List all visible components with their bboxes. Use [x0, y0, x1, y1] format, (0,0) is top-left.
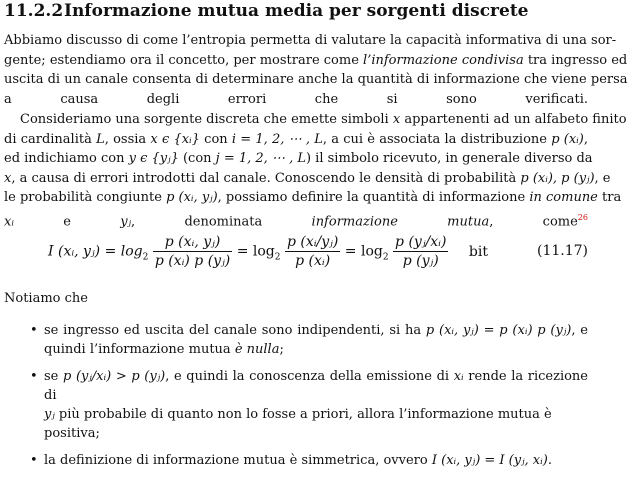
- bullet-icon: •: [30, 453, 38, 468]
- math-inline: p (xᵢ, yⱼ): [166, 190, 218, 206]
- text-line: se p (yⱼ/xᵢ) > p (yⱼ), e quindi la conoscenza della emissione di xᵢ rende la ricezione di: [44, 369, 588, 403]
- equation-lhs: I (xᵢ, yⱼ) = log: [48, 243, 143, 260]
- math-inline: xᵢ: [453, 369, 464, 384]
- math-inline: yⱼ: [44, 407, 55, 422]
- text-line: uscita di un canale consenta di determinare anche la quantità di informazione che viene persa: [4, 72, 628, 88]
- text-line: xᵢ e yⱼ, denominata informazione mutua, come$^{26}$: [4, 212, 588, 230]
- emphasis: è nulla: [234, 342, 280, 357]
- fraction-denominator: p (yⱼ): [393, 251, 448, 269]
- text-line: a causa degli errori che si sono verificati.: [4, 91, 588, 107]
- equation-body: [48, 234, 488, 269]
- bullet-list: [30, 321, 588, 478]
- math-inline: p (yⱼ/xᵢ) > p (yⱼ): [63, 369, 166, 384]
- emphasis: l’informazione condivisa: [363, 52, 524, 68]
- section-title: Informazione mutua media per sorgenti discrete: [64, 1, 529, 21]
- math-inline: x: [4, 170, 12, 186]
- text-line: quindi l’informazione mutua è nulla;: [44, 342, 284, 357]
- text-line: la definizione di informazione mutua è simmetrica, ovvero I (xᵢ, yⱼ) = I (yⱼ, xᵢ).: [44, 453, 552, 468]
- text-line: gente; estendiamo ora il concetto, per mostrare come l’informazione condivisa tra ingresso ed: [4, 52, 628, 68]
- paragraph-definition: [4, 110, 627, 230]
- text-line: di cardinalità L, ossia x ϵ {xᵢ} con i = 1, 2, ⋯ , L, a cui è associata la distribuzione p (xᵢ),: [4, 131, 588, 147]
- fraction-joint: [153, 234, 232, 269]
- math-inline: I (xᵢ, yⱼ) = I (yⱼ, xᵢ): [431, 453, 548, 468]
- text-line: Abbiamo discusso di come l’entropia permetta di valutare la capacità informativa di una sor-: [4, 33, 617, 48]
- math-inline: L: [96, 131, 105, 147]
- bullet-icon: •: [30, 323, 38, 338]
- fraction-conditional-y: [393, 234, 448, 269]
- math-inline: j = 1, 2, ⋯ , L: [215, 151, 306, 167]
- fraction-denominator: p (xᵢ): [285, 251, 340, 269]
- log-base: 2: [274, 252, 281, 263]
- math-inline: p (xᵢ): [551, 131, 584, 147]
- section-heading: [4, 1, 529, 21]
- notiamo-text: Notiamo che: [4, 291, 88, 306]
- math-inline: x: [392, 112, 401, 127]
- equation-number: (11.17): [536, 243, 588, 259]
- math-inline: xᵢ: [4, 214, 14, 230]
- emphasis: in comune: [529, 190, 598, 206]
- fraction-numerator: p (yⱼ/xᵢ): [395, 234, 447, 250]
- equation-unit: bit: [468, 243, 488, 260]
- paragraph-intro: [4, 31, 628, 109]
- log-base: 2: [142, 252, 149, 263]
- text-line: se ingresso ed uscita del canale sono indipendenti, si ha p (xᵢ, yⱼ) = p (xᵢ) p (yⱼ), e: [44, 323, 588, 338]
- fraction-conditional-x: [285, 234, 340, 269]
- fraction-numerator: p (xᵢ/yⱼ): [286, 234, 339, 250]
- text-line: x, a causa di errori introdotti dal canale. Conoscendo le densità di probabilità p (xᵢ), p (yⱼ), e: [4, 170, 611, 186]
- math-inline: p (xᵢ), p (yⱼ): [520, 170, 595, 186]
- log-base: 2: [382, 252, 389, 263]
- equals-log: = log: [236, 243, 275, 260]
- text-line: Consideriamo una sorgente discreta che emette simboli x appartenenti ad un alfabeto finito: [20, 112, 627, 127]
- math-inline: p (xᵢ, yⱼ) = p (xᵢ) p (yⱼ): [425, 323, 572, 338]
- math-inline: y ϵ {yⱼ}: [128, 151, 179, 167]
- section-number: 11.2.2: [4, 1, 64, 21]
- text-line: ed indichiamo con y ϵ {yⱼ} (con j = 1, 2, ⋯ , L) il simbolo ricevuto, in generale diverso da: [4, 151, 593, 167]
- text-line: yⱼ più probabile di quanto non lo fosse a priori, allora l’informazione mutua è positiva;: [44, 407, 552, 441]
- fraction-denominator: p (xᵢ) p (yⱼ): [154, 253, 231, 269]
- math-inline: x ϵ {xᵢ}: [150, 131, 200, 147]
- list-item: [30, 367, 588, 443]
- bullet-icon: •: [30, 369, 38, 384]
- list-item: [30, 451, 588, 470]
- math-inline: i = 1, 2, ⋯ , L: [231, 131, 323, 147]
- list-item: [30, 321, 588, 359]
- footnote-marker[interactable]: 26: [577, 212, 588, 222]
- equals-log: = log: [344, 243, 383, 260]
- fraction-numerator: p (xᵢ, yⱼ): [164, 234, 221, 250]
- equation-11-17: [48, 230, 592, 278]
- text-line: le probabilità congiunte p (xᵢ, yⱼ), possiamo definire la quantità di informazione in comune tra: [4, 190, 622, 206]
- emphasis: informazione mutua: [311, 214, 490, 230]
- math-inline: yⱼ: [120, 214, 132, 230]
